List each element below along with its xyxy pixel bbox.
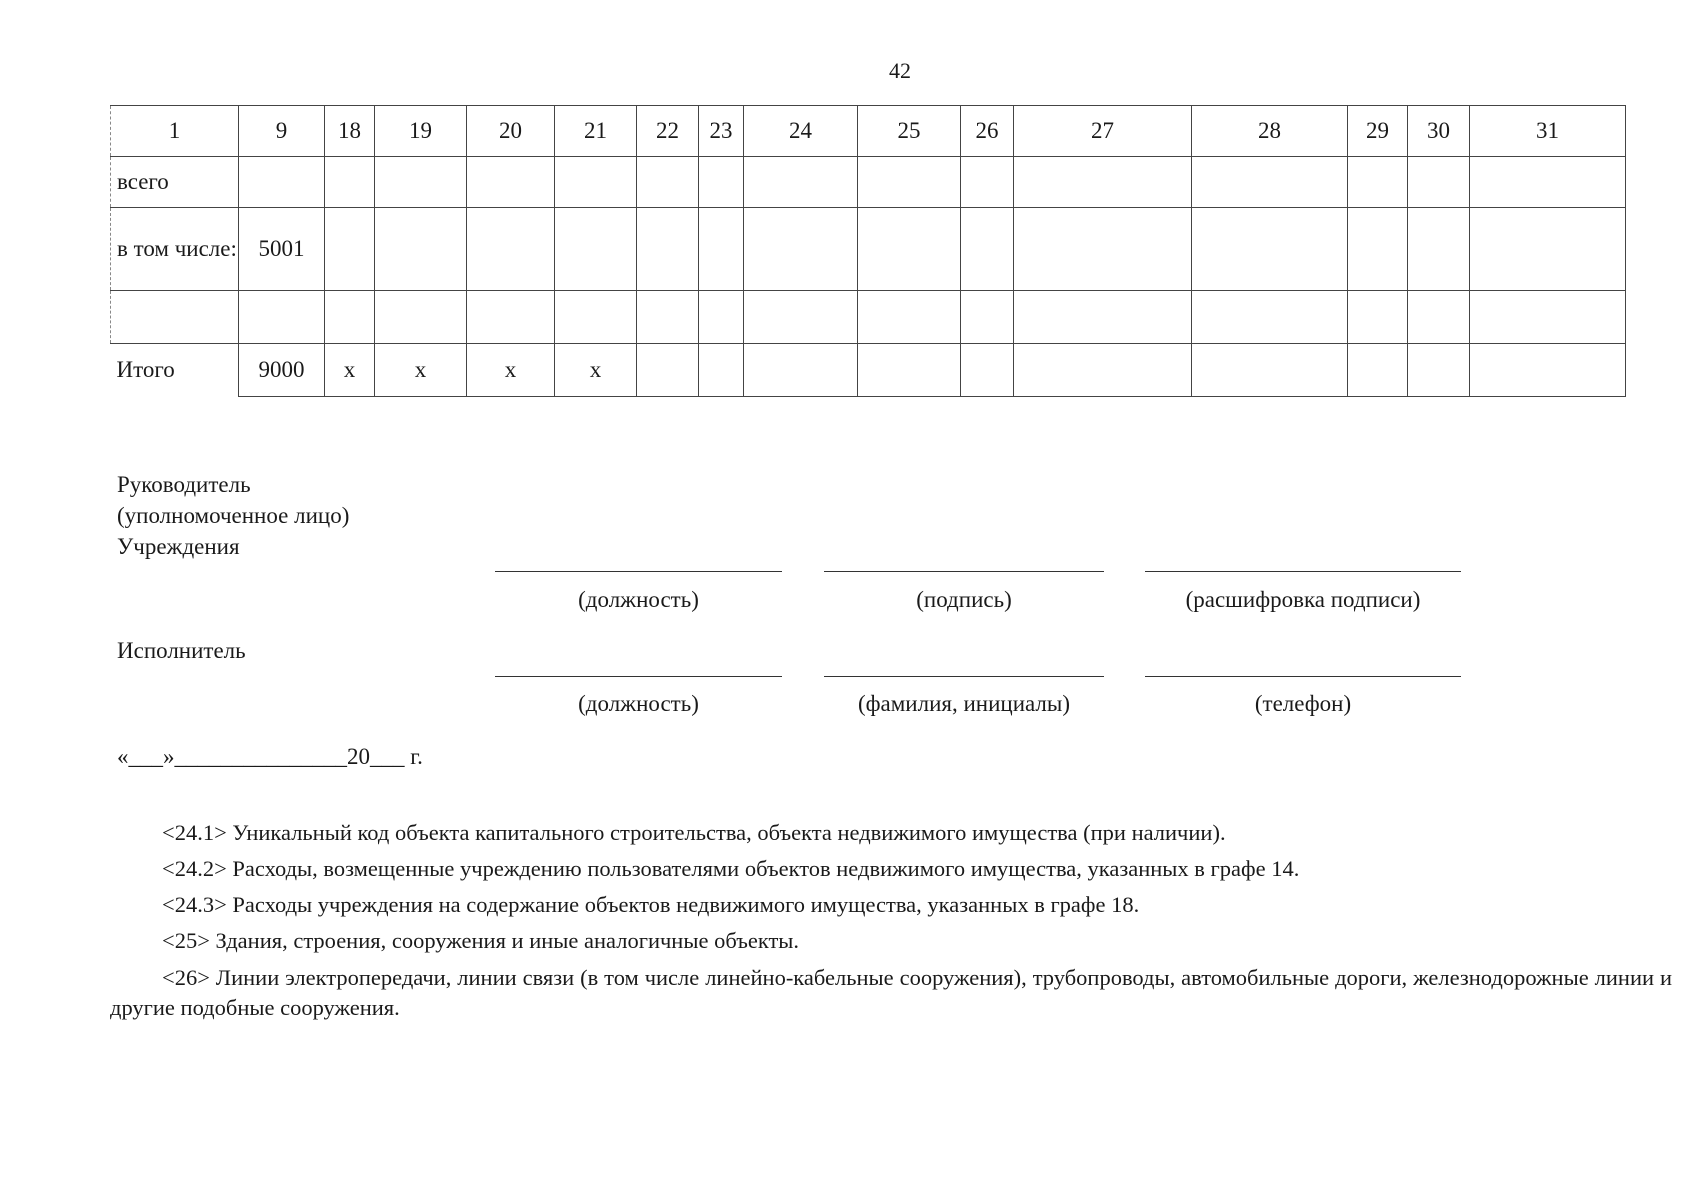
table-cell: 9000 [239,344,325,397]
table-cell [699,157,744,208]
table-cell: x [467,344,555,397]
table-header-row [111,106,1626,157]
table-row [111,157,1626,208]
head-decoding-line [1145,571,1461,572]
table-cell [1408,157,1470,208]
table-cell [555,291,637,344]
table-cell [1470,208,1626,291]
table-cell [699,208,744,291]
column-header: 21 [555,106,637,157]
table-cell [239,291,325,344]
column-header: 1 [111,106,239,157]
head-signature-line [824,571,1104,572]
table-cell [1348,291,1408,344]
table-cell [555,208,637,291]
table-cell [1192,291,1348,344]
table-cell [1348,157,1408,208]
table-cell [467,157,555,208]
table-cell [1192,344,1348,397]
column-header: 23 [699,106,744,157]
table-cell [1408,344,1470,397]
table-cell [555,157,637,208]
table-cell [744,291,858,344]
table-cell [1470,157,1626,208]
column-header: 25 [858,106,961,157]
footnote-25: <25> Здания, строения, сооружения и иные аналогичные объекты. [162,928,800,953]
column-header: 18 [325,106,375,157]
column-header: 31 [1470,106,1626,157]
table-cell: 5001 [239,208,325,291]
column-header: 22 [637,106,699,157]
caption-executor-phone: (телефон) [1254,691,1352,716]
column-header: 29 [1348,106,1408,157]
table-cell: x [325,344,375,397]
table-cell [858,208,961,291]
caption-signature: (подпись) [916,587,1012,612]
table-cell [1014,157,1192,208]
table-cell: x [555,344,637,397]
table-cell [637,344,699,397]
column-header: 9 [239,106,325,157]
footnote-24-1: <24.1> Уникальный код объекта капитального строительства, объекта недвижимого имущества (при наличии). [162,820,1226,845]
row-label: всего [111,157,239,208]
table-cell [467,208,555,291]
table-cell [961,157,1014,208]
caption-executor-position: (должность) [578,691,699,716]
table-cell [1408,291,1470,344]
footnote-26: <26> Линии электропередачи, линии связи (в том числе линейно-кабельные сооружения), трубопроводы, автомобильные дороги, железнодорожные линии и другие подобные сооружения. [110,965,1672,1020]
table-cell [325,291,375,344]
table-cell [858,344,961,397]
column-header: 26 [961,106,1014,157]
caption-executor-name: (фамилия, инициалы) [857,691,1071,716]
table-cell [699,344,744,397]
column-header: 19 [375,106,467,157]
table-cell [375,208,467,291]
table-row [111,208,1626,291]
head-title-line-2: (уполномоченное лицо) [117,503,350,528]
column-header: 30 [1408,106,1470,157]
footnote-24-3: <24.3> Расходы учреждения на содержание объектов недвижимого имущества, указанных в графе 18. [162,892,1140,917]
table-cell [375,291,467,344]
head-title-line-3: Учреждения [117,534,240,559]
table-cell [1348,208,1408,291]
caption-signature-decoding: (расшифровка подписи) [1185,587,1421,612]
table-cell [1014,208,1192,291]
table-cell [858,157,961,208]
column-header: 27 [1014,106,1192,157]
table-cell [637,208,699,291]
table-cell [637,157,699,208]
table-cell [961,344,1014,397]
date-line: «___»_______________20___ г. [117,744,423,769]
head-position-line [495,571,782,572]
table-row-total [111,344,1626,397]
column-header: 24 [744,106,858,157]
table-cell [744,157,858,208]
executor-label: Исполнитель [117,638,246,663]
table-cell [1470,344,1626,397]
caption-position: (должность) [578,587,699,612]
table-cell [325,157,375,208]
report-table [110,105,1626,397]
table-cell [744,344,858,397]
table-cell [1408,208,1470,291]
table-cell [858,291,961,344]
table-cell [699,291,744,344]
executor-position-line [495,676,782,677]
column-header: 28 [1192,106,1348,157]
table-cell: x [375,344,467,397]
table-cell [467,291,555,344]
row-label: в том числе: [111,208,239,291]
executor-name-line [824,676,1104,677]
table-cell [961,291,1014,344]
table-cell [325,208,375,291]
table-cell [1014,291,1192,344]
footnotes [110,815,1672,1023]
table-cell [1470,291,1626,344]
executor-phone-line [1145,676,1461,677]
table-cell [744,208,858,291]
table-cell [1192,157,1348,208]
page-number: 42 [889,58,911,83]
table-cell [961,208,1014,291]
footnote-24-2: <24.2> Расходы, возмещенные учреждению пользователями объектов недвижимого имущества, указанных в графе 14. [162,856,1300,881]
table-cell [1348,344,1408,397]
row-label [111,291,239,344]
table-row [111,291,1626,344]
table-cell [1014,344,1192,397]
table-cell [239,157,325,208]
head-title-line-1: Руководитель [117,472,251,497]
row-label: Итого [111,344,239,397]
table-cell [637,291,699,344]
table-cell [1192,208,1348,291]
table-cell [375,157,467,208]
column-header: 20 [467,106,555,157]
